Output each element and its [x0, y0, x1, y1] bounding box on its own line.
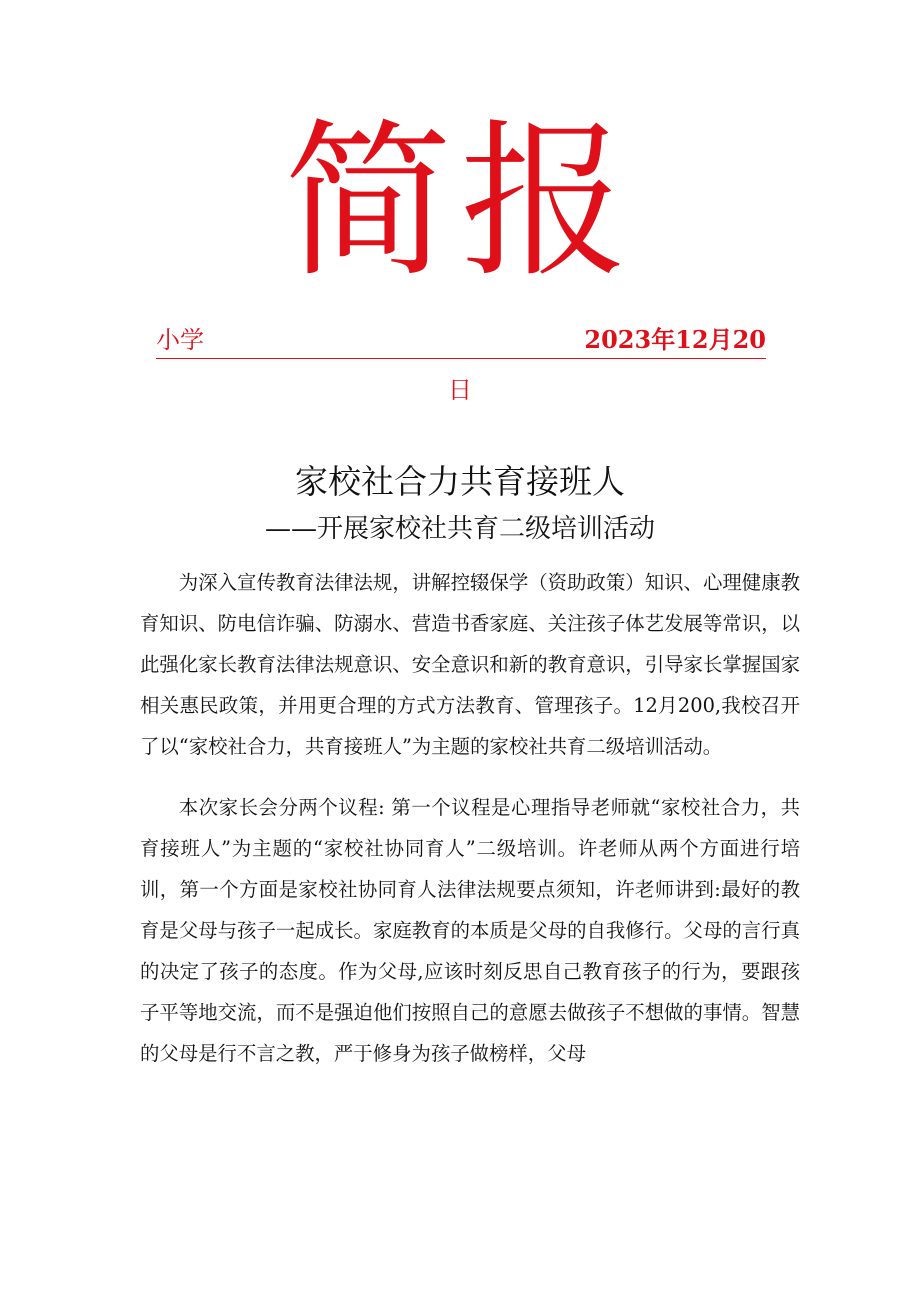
issue-date: 2023年12月20 — [584, 325, 766, 354]
paragraph-1: 为深入宣传教育法律法规，讲解控辍保学（资助政策）知识、心理健康教育知识、防电信诈骗、防溺水、营造书香家庭、关注孩子体艺发展等常识，以此强化家长教育法律法规意识、安全意识和新的教育意识，引导家长掌握国家相关惠民政策，并用更合理的方式方法教育、管理孩子。12月200,我校召开了以“家校社合力，共育接班人”为主题的家校社共育二级培训活动。 — [140, 571, 800, 758]
issue-date-suffix: 日 — [448, 376, 472, 404]
school-name: 小学 — [156, 326, 204, 354]
article-title: 家校社合力共育接班人 — [295, 462, 625, 501]
article-body — [140, 562, 800, 1094]
paragraph-2: 本次家长会分两个议程: 第一个议程是心理指导老师就“家校社合力，共育接班人”为主题的“家校社协同育人”二级培训。许老师从两个方面进行培训，第一个方面是家校社协同育人法律法规要点须知，许老师讲到:最好的教育是父母与孩子一起成长。家庭教育的本质是父母的自我修行。父母的言行真的决定了孩子的态度。作为父母,应该时刻反思自己教育孩子的行为，要跟孩子平等地交流，而不是强迫他们按照自己的意愿去做孩子不想做的事情。智慧的父母是行不言之教，严于修身为孩子做榜样，父母 — [140, 796, 800, 1065]
header-line — [156, 322, 766, 359]
article-subtitle: ——开展家校社共育二级培训活动 — [264, 514, 655, 544]
masthead-title: 简报 — [284, 104, 636, 300]
